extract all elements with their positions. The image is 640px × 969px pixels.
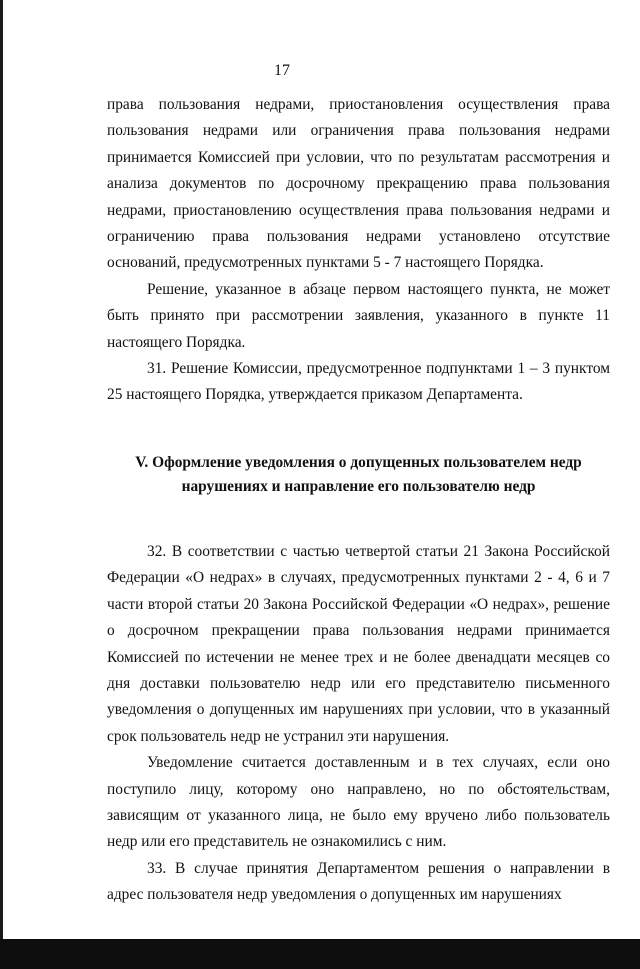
scan-border-bottom [0, 939, 640, 969]
paragraph-continuation: права пользования недрами, приостановления осуществления права пользования недрами или ограничения права пользования недрами принимается Комиссией при условии, что по результатам рассмотрения и анализа документов по досрочному прекращению права пользования недрами, приостановлению осуществления права пользования недрами и ограничению права пользования недрами установлено отсутствие оснований, предусмотренных пунктами 5 - 7 настоящего Порядка. [107, 96, 610, 272]
paragraph-decision: Решение, указанное в абзаце первом настоящего пункта, не может быть принято при рассмотрении заявления, указанного в пункте 11 настоящего Порядка. [107, 280, 610, 351]
scan-border-left [0, 0, 3, 969]
paragraph-31: 31. Решение Комиссии, предусмотренное подпунктами 1 – 3 пунктом 25 настоящего Порядка, утверждается приказом Департамента. [107, 360, 610, 404]
section-heading [107, 451, 610, 499]
section-heading-line-1: V. Оформление уведомления о допущенных пользователем недр [135, 453, 582, 471]
document-body [107, 92, 610, 909]
section-heading-line-2: нарушениях и направление его пользователю недр [181, 477, 536, 495]
paragraph-32: 32. В соответствии с частью четвертой статьи 21 Закона Российской Федерации «О недрах» в случаях, предусмотренных пунктами 2 - 4, 6 и 7 части второй статьи 20 Закона Российской Федерации «О недрах», решение о досрочном прекращении права пользования недрами принимается Комиссией по истечении не менее трех и не более двенадцати месяцев со дня доставки пользователю недр или его представителю письменного уведомления о допущенных им нарушениях при условии, что в указанный срок пользователь недр не устранил эти нарушения. [107, 542, 610, 745]
paragraph-notification: Уведомление считается доставленным и в тех случаях, если оно поступило лицу, которому оно направлено, но по обстоятельствам, зависящим от указанного лица, не было ему вручено либо пользователь недр или его представитель не ознакомились с ним. [107, 754, 610, 851]
page-number: 17 [274, 62, 290, 79]
paragraph-33: 33. В случае принятия Департаментом решения о направлении в адрес пользователя недр уведомления о допущенных им нарушениях [107, 859, 610, 904]
